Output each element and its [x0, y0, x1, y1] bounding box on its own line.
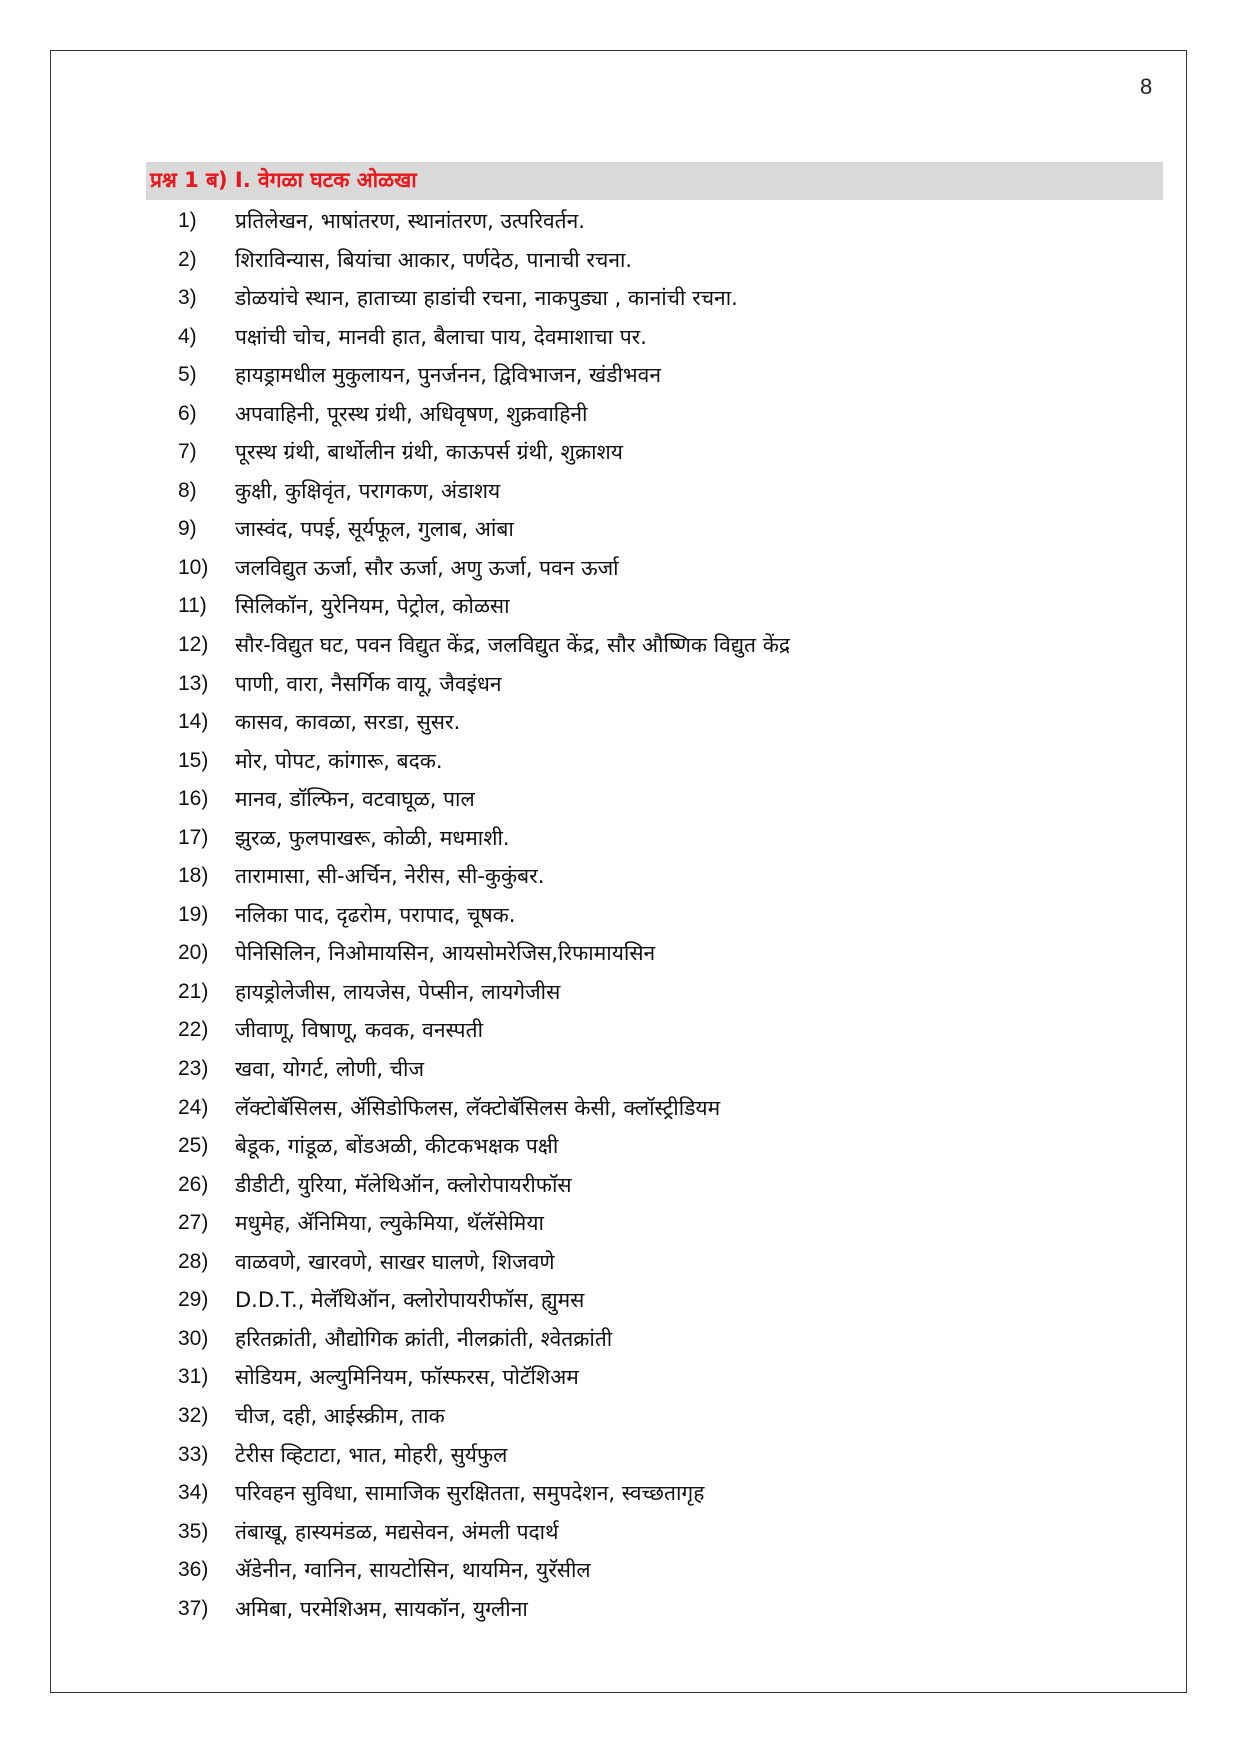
item-text: हायड्रामधील मुकुलायन, पुनर्जनन, द्विविभाजन, खंडीभवन [235, 363, 662, 388]
list-item [0, 472, 1241, 511]
list-item [0, 742, 1241, 781]
page-number: 8 [1140, 74, 1153, 99]
list-item [0, 1513, 1241, 1552]
item-text: ॲडेनीन, ग्वानिन, सायटोसिन, थायमिन, युरॅसील [235, 1558, 591, 1583]
item-number: 15) [178, 748, 209, 772]
list-item [0, 587, 1241, 626]
item-number: 31) [178, 1365, 209, 1389]
list-item [0, 934, 1241, 973]
item-number: 21) [178, 979, 209, 1003]
list-item [0, 1166, 1241, 1205]
item-text: चीज, दही, आईस्क्रीम, ताक [235, 1403, 445, 1428]
item-text: हरितक्रांती, औद्योगिक क्रांती, नीलक्रांती, श्वेतक्रांती [235, 1326, 613, 1351]
list-item [0, 510, 1241, 549]
list-item [0, 1281, 1241, 1320]
question-list [0, 202, 1241, 1628]
item-number: 12) [178, 633, 209, 657]
list-item [0, 819, 1241, 858]
question-heading: प्रश्न 1 ब) I. वेगळा घटक ओळखा [150, 168, 417, 192]
item-text: तंबाखू, हास्यमंडळ, मद्यसेवन, अंमली पदार्थ [235, 1519, 559, 1544]
list-item [0, 1590, 1241, 1629]
item-number: 17) [178, 825, 209, 849]
list-item [0, 1011, 1241, 1050]
list-item [0, 665, 1241, 704]
list-item [0, 279, 1241, 318]
item-number: 35) [178, 1519, 209, 1543]
item-number: 18) [178, 864, 209, 888]
item-number: 27) [178, 1211, 209, 1235]
item-text: कासव, कावळा, सरडा, सुसर. [235, 710, 461, 735]
list-item [0, 241, 1241, 280]
list-item [0, 1204, 1241, 1243]
list-item [0, 1320, 1241, 1359]
item-text: मानव, डॉल्फिन, वटवाघूळ, पाल [235, 787, 475, 812]
list-item [0, 318, 1241, 357]
list-item [0, 395, 1241, 434]
item-number: 6) [178, 401, 197, 425]
list-item [0, 1243, 1241, 1282]
item-text: हायड्रोलेजीस, लायजेस, पेप्सीन, लायगेजीस [235, 979, 561, 1004]
item-number: 3) [178, 286, 197, 310]
item-text: सिलिकॉन, युरेनियम, पेट्रोल, कोळसा [235, 594, 510, 619]
list-item [0, 1358, 1241, 1397]
item-text: मोर, पोपट, कांगारू, बदक. [235, 748, 443, 773]
item-number: 23) [178, 1057, 209, 1081]
list-item [0, 973, 1241, 1012]
item-text: टेरीस व्हिटाटा, भात, मोहरी, सुर्यफुल [235, 1442, 508, 1467]
list-item [0, 1397, 1241, 1436]
list-item [0, 780, 1241, 819]
list-item [0, 896, 1241, 935]
item-text: पेनिसिलिन, निओमायसिन, आयसोमरेजिस,रिफामायसिन [235, 941, 656, 966]
item-text: पक्षांची चोच, मानवी हात, बैलाचा पाय, देवमाशाचा पर. [235, 324, 647, 349]
item-text: पाणी, वारा, नैसर्गिक वायू, जैवइंधन [235, 671, 502, 696]
item-number: 13) [178, 671, 209, 695]
item-text: तारामासा, सी-अर्चिन, नेरीस, सी-कुकुंबर. [235, 864, 545, 889]
list-item [0, 1474, 1241, 1513]
item-text: पूरस्थ ग्रंथी, बार्थोलीन ग्रंथी, काऊपर्स ग्रंथी, शुक्राशय [235, 440, 623, 465]
item-number: 9) [178, 517, 197, 541]
item-number: 2) [178, 247, 197, 271]
item-number: 8) [178, 478, 197, 502]
item-text: कुक्षी, कुक्षिवृंत, परागकण, अंडाशय [235, 478, 501, 503]
item-text: सौर-विद्युत घट, पवन विद्युत केंद्र, जलविद्युत केंद्र, सौर औष्णिक विद्युत केंद्र [235, 633, 790, 658]
item-number: 32) [178, 1403, 209, 1427]
item-number: 28) [178, 1249, 209, 1273]
item-number: 4) [178, 324, 197, 348]
item-text: डीडीटी, युरिया, मॅलेथिऑन, क्लोरोपायरीफॉस [235, 1172, 572, 1197]
item-number: 26) [178, 1172, 209, 1196]
list-item [0, 1050, 1241, 1089]
list-item [0, 1551, 1241, 1590]
list-item [0, 626, 1241, 665]
item-text: प्रतिलेखन, भाषांतरण, स्थानांतरण, उत्परिवर्तन. [235, 209, 585, 233]
item-number: 5) [178, 363, 197, 387]
list-item [0, 549, 1241, 588]
item-text: नलिका पाद, दृढरोम, परापाद, चूषक. [235, 902, 516, 927]
item-number: 11) [178, 594, 207, 618]
list-item [0, 857, 1241, 896]
item-number: 1) [178, 209, 197, 232]
item-number: 30) [178, 1326, 209, 1350]
item-number: 25) [178, 1134, 209, 1158]
item-text: बेडूक, गांडूळ, बोंडअळी, कीटकभक्षक पक्षी [235, 1134, 559, 1159]
item-text: वाळवणे, खारवणे, साखर घालणे, शिजवणे [235, 1249, 555, 1274]
item-text: जास्वंद, पपई, सूर्यफूल, गुलाब, आंबा [235, 517, 514, 542]
item-text: शिराविन्यास, बियांचा आकार, पर्णदेठ, पानाची रचना. [235, 247, 633, 272]
item-number: 29) [178, 1288, 209, 1312]
item-text: D.D.T., मेलॅथिऑन, क्लोरोपायरीफॉस, ह्युमस [235, 1288, 585, 1313]
list-item [0, 202, 1241, 241]
list-item [0, 433, 1241, 472]
list-item [0, 1127, 1241, 1166]
item-number: 10) [178, 555, 209, 579]
item-number: 33) [178, 1442, 209, 1466]
item-text: मधुमेह, ॲनिमिया, ल्युकेमिया, थॅलॅसेमिया [235, 1211, 544, 1236]
list-item [0, 1089, 1241, 1128]
item-text: अमिबा, परमेशिअम, सायकॉन, युग्लीना [235, 1596, 528, 1621]
item-text: डोळयांचे स्थान, हाताच्या हाडांची रचना, नाकपुड्या , कानांची रचना. [235, 286, 738, 311]
item-text: जलविद्युत ऊर्जा, सौर ऊर्जा, अणु ऊर्जा, पवन ऊर्जा [235, 555, 619, 580]
item-number: 37) [178, 1596, 209, 1620]
list-item [0, 1436, 1241, 1475]
item-number: 34) [178, 1481, 209, 1505]
item-number: 16) [178, 787, 209, 811]
item-text: परिवहन सुविधा, सामाजिक सुरक्षितता, समुपदेशन, स्वच्छतागृह [235, 1481, 705, 1506]
item-text: जीवाणू, विषाणू, कवक, वनस्पती [235, 1018, 484, 1043]
item-number: 14) [178, 710, 209, 734]
item-text: खवा, योगर्ट, लोणी, चीज [235, 1057, 425, 1082]
item-text: लॅक्टोबॅसिलस, ॲसिडोफिलस, लॅक्टोबॅसिलस केसी, क्लॉस्ट्रीडियम [235, 1095, 721, 1120]
list-item [0, 703, 1241, 742]
item-text: सोडियम, अल्युमिनियम, फॉस्फरस, पोटॅशिअम [235, 1365, 579, 1390]
list-item [0, 356, 1241, 395]
item-number: 22) [178, 1018, 209, 1042]
item-number: 7) [178, 440, 197, 464]
item-number: 20) [178, 941, 209, 965]
item-number: 19) [178, 902, 209, 926]
item-number: 24) [178, 1095, 209, 1119]
item-number: 36) [178, 1558, 209, 1582]
item-text: अपवाहिनी, पूरस्थ ग्रंथी, अधिवृषण, शुक्रवाहिनी [235, 401, 588, 426]
item-text: झुरळ, फुलपाखरू, कोळी, मधमाशी. [235, 825, 510, 850]
